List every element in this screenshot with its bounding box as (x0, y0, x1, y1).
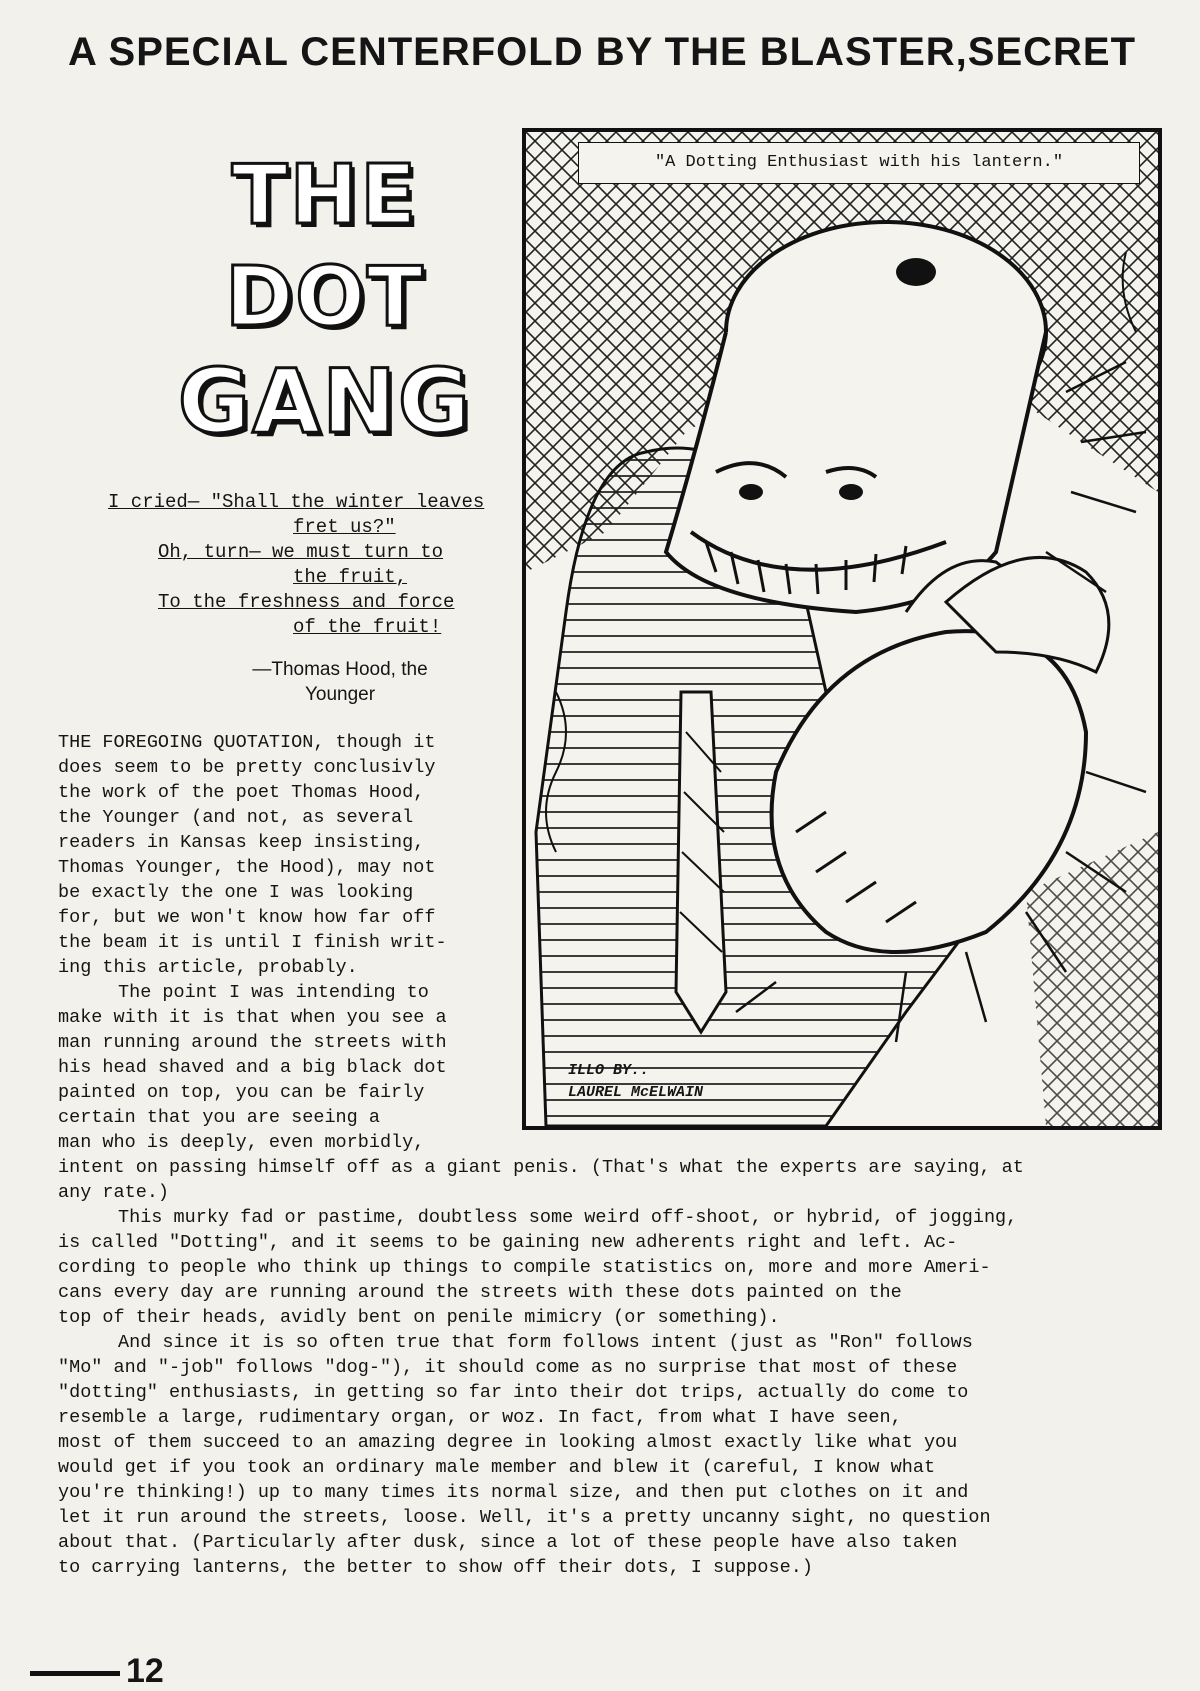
illustration-caption: "A Dotting Enthusiast with his lantern." (578, 142, 1140, 184)
article-line: about that. (Particularly after dusk, since a lot of these people have also taken (58, 1532, 958, 1553)
illustration-drawing-icon (526, 132, 1158, 1126)
article-column (58, 730, 498, 1155)
article-line: painted on top, you can be fairly (58, 1082, 425, 1103)
article-line: man who is deeply, even morbidly, (58, 1132, 425, 1153)
quote-line: To the freshness and force (158, 591, 455, 613)
article-line: most of them succeed to an amazing degree in looking almost exactly like what you (58, 1432, 958, 1453)
article-line: be exactly the one I was looking (58, 882, 414, 903)
title-line-1: THE (231, 148, 419, 243)
quote-line: Oh, turn— we must turn to (158, 541, 444, 563)
article-line: would get if you took an ordinary male member and blew it (careful, I know what (58, 1457, 936, 1478)
article-line: ing this article, probably. (58, 957, 358, 978)
quote-attribution (210, 657, 470, 707)
quote-line: I cried— "Shall the winter leaves (108, 491, 485, 513)
epigraph-quote (108, 490, 528, 640)
article-line: cans every day are running around the streets with these dots painted on the (58, 1282, 902, 1303)
attribution-line: —Thomas Hood, the (252, 659, 428, 680)
page-number-rule (30, 1671, 120, 1676)
article-line: cording to people who think up things to compile statistics on, more and more Ameri- (58, 1257, 991, 1278)
article-line: to carrying lanterns, the better to show off their dots, I suppose.) (58, 1557, 813, 1578)
article-line: The point I was intending to (118, 982, 429, 1003)
article-line: top of their heads, avidly bent on penile mimicry (or something). (58, 1307, 780, 1328)
article-line: does seem to be pretty conclusivly (58, 757, 436, 778)
article-line: the Younger (and not, as several (58, 807, 414, 828)
illustration-panel (522, 128, 1162, 1130)
header-banner: A SPECIAL CENTERFOLD BY THE BLASTER,SECRET (68, 30, 1137, 74)
article-line: the beam it is until I finish writ- (58, 932, 447, 953)
title-line-3: GANG (177, 350, 473, 453)
article-line: is called "Dotting", and it seems to be gaining new adherents right and left. Ac- (58, 1232, 958, 1253)
quote-line: of the fruit! (293, 616, 442, 638)
attribution-line: Younger (304, 684, 376, 705)
article-line: resemble a large, rudimentary organ, or woz. In fact, from what I have seen, (58, 1407, 902, 1428)
article-line: man running around the streets with (58, 1032, 447, 1053)
quote-line: the fruit, (293, 566, 408, 588)
article-wide (58, 1155, 1138, 1580)
article-line: you're thinking!) up to many times its normal size, and then put clothes on it and (58, 1482, 969, 1503)
illustration-credit (568, 1060, 808, 1104)
article-line: readers in Kansas keep insisting, (58, 832, 425, 853)
article-line: "dotting" enthusiasts, in getting so far into their dot trips, actually do come to (58, 1382, 969, 1403)
article-line: for, but we won't know how far off (58, 907, 436, 928)
article-line: any rate.) (58, 1182, 170, 1203)
article-line: And since it is so often true that form follows intent (just as "Ron" follows (118, 1332, 973, 1353)
article-line: intent on passing himself off as a giant penis. (That's what the experts are saying, at (58, 1157, 1024, 1178)
article-line: the work of the poet Thomas Hood, (58, 782, 425, 803)
article-line: This murky fad or pastime, doubtless some weird off-shoot, or hybrid, of jogging, (118, 1207, 1018, 1228)
quote-line: fret us?" (293, 516, 396, 538)
credit-line: ILLO BY.. (568, 1062, 650, 1079)
article-line: Thomas Younger, the Hood), may not (58, 857, 436, 878)
article-line: let it run around the streets, loose. Well, it's a pretty uncanny sight, no question (58, 1507, 991, 1528)
article-line: make with it is that when you see a (58, 1007, 447, 1028)
article-line: "Mo" and "-job" follows "dog-"), it should come as no surprise that most of these (58, 1357, 958, 1378)
page-number-text: 12 (126, 1652, 164, 1690)
title-line-2: DOT (225, 250, 425, 345)
article-line: certain that you are seeing a (58, 1107, 380, 1128)
article-line: THE FOREGOING QUOTATION, though it (58, 732, 436, 753)
credit-line: LAUREL McELWAIN (568, 1084, 704, 1101)
article-line: his head shaved and a big black dot (58, 1057, 447, 1078)
page-number (30, 1652, 230, 1691)
